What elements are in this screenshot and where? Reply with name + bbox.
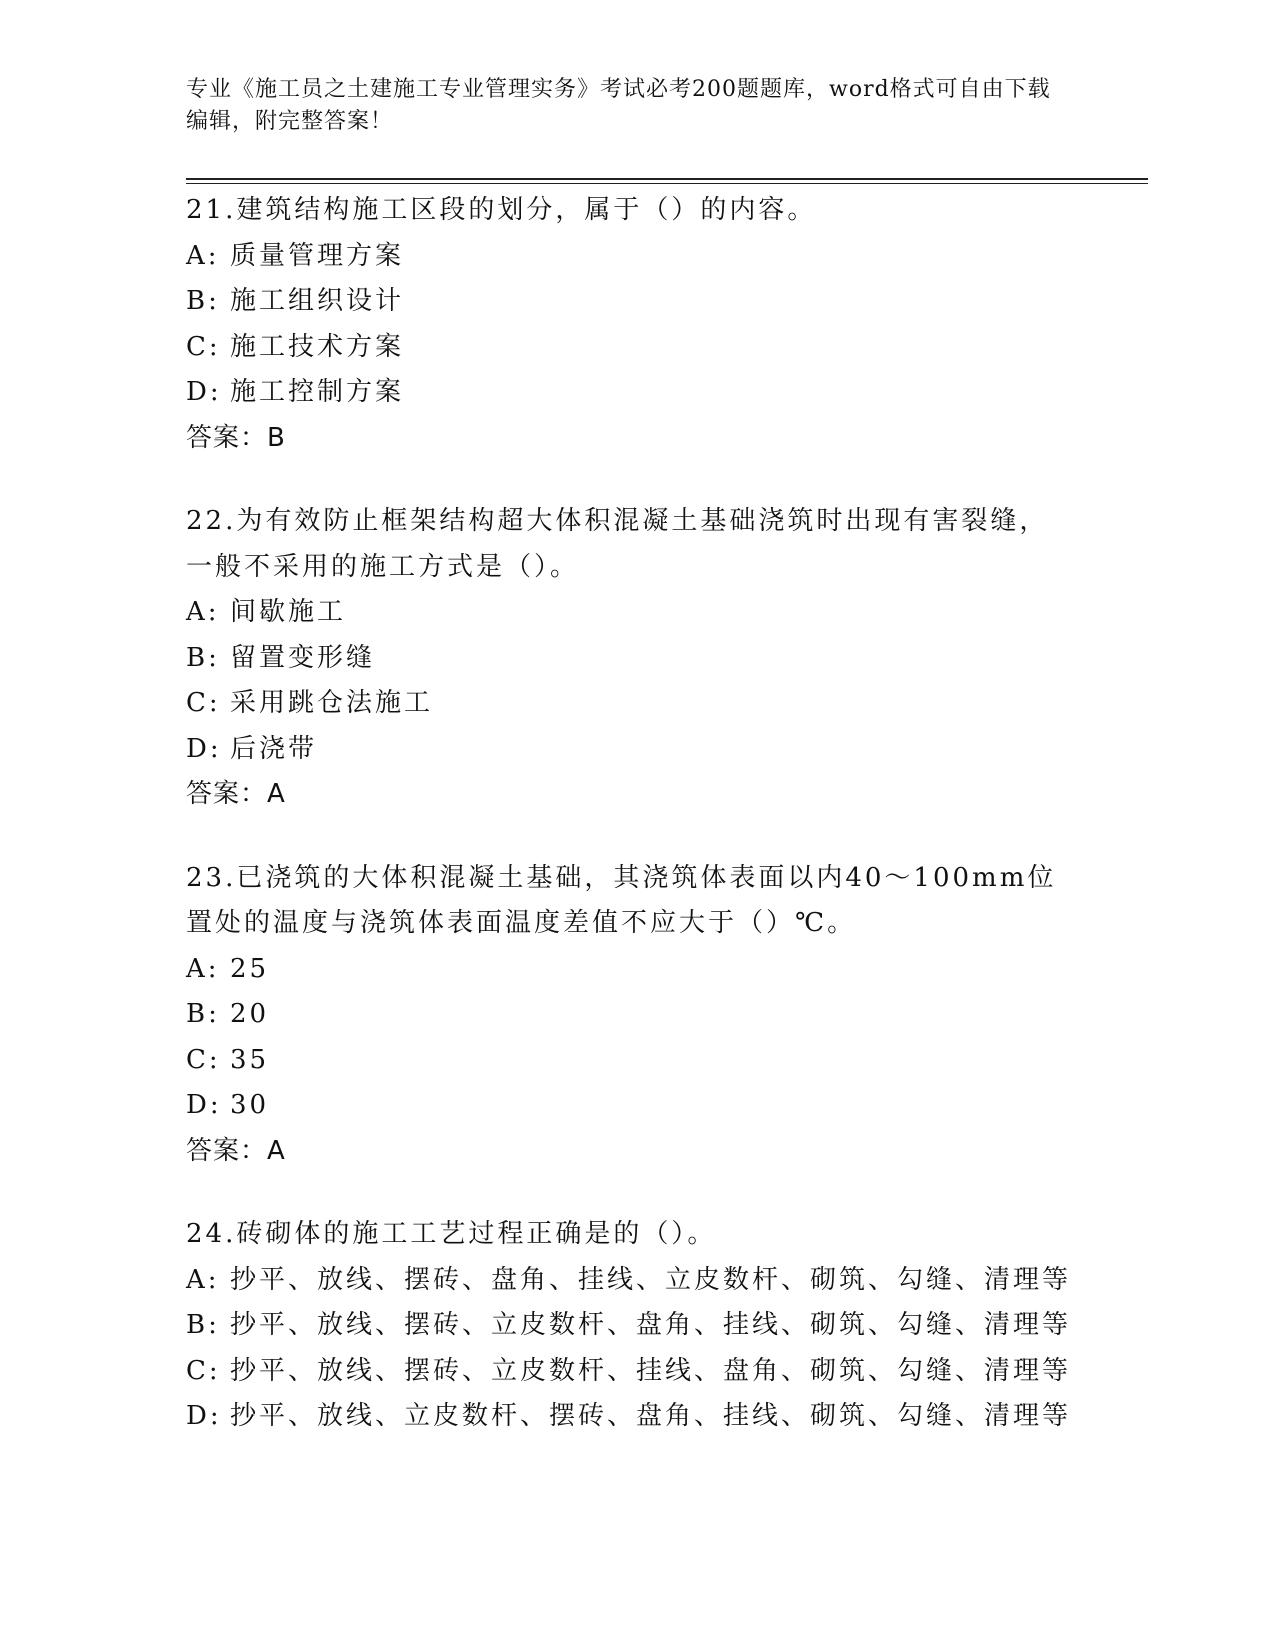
answer-line: 答案：A (186, 1135, 286, 1166)
option-key: A: (186, 240, 220, 271)
question-stem: 23.已浇筑的大体积混凝土基础，其浇筑体表面以内40～100mm位置处的温度与浇筑体表面温度差值不应大于（）℃。 (186, 862, 1057, 938)
option-b (186, 992, 1086, 1038)
option-text: 抄平、放线、摆砖、立皮数杆、挂线、盘角、砌筑、勾缝、清理等 (230, 1355, 1072, 1386)
option-text: 采用跳仓法施工 (230, 688, 434, 718)
option-a (186, 1258, 1086, 1304)
option-a (186, 234, 1086, 280)
option-text: 间歇施工 (230, 597, 347, 627)
option-key: A: (186, 597, 220, 627)
option-text: 抄平、放线、摆砖、盘角、挂线、立皮数杆、砌筑、勾缝、清理等 (230, 1264, 1072, 1295)
question-22 (186, 499, 1086, 818)
option-key: C: (186, 1044, 221, 1075)
option-text: 30 (230, 1090, 270, 1120)
question-24 (186, 1212, 1086, 1440)
option-c (186, 681, 1086, 727)
option-text: 抄平、放线、立皮数杆、摆砖、盘角、挂线、砌筑、勾缝、清理等 (230, 1401, 1072, 1431)
option-key: B: (186, 999, 220, 1029)
question-list (186, 188, 1086, 1478)
option-key: C: (186, 688, 221, 718)
answer-line: 答案：B (186, 422, 286, 453)
option-c (186, 325, 1086, 371)
option-text: 后浇带 (230, 733, 318, 764)
option-key: B: (186, 1310, 220, 1340)
option-c (186, 1349, 1086, 1395)
option-key: B: (186, 286, 220, 316)
option-b (186, 1303, 1086, 1349)
option-text: 施工技术方案 (230, 331, 405, 362)
question-21 (186, 188, 1086, 461)
option-text: 抄平、放线、摆砖、立皮数杆、盘角、挂线、砌筑、勾缝、清理等 (230, 1310, 1072, 1340)
option-a (186, 947, 1086, 993)
option-text: 质量管理方案 (230, 240, 405, 271)
option-a (186, 590, 1086, 636)
answer-line: 答案：A (186, 779, 286, 809)
option-text: 留置变形缝 (230, 642, 376, 673)
option-text: 施工控制方案 (230, 377, 405, 407)
option-c (186, 1038, 1086, 1084)
option-d (186, 370, 1086, 416)
option-key: D: (186, 1401, 222, 1431)
option-key: A: (186, 953, 220, 984)
question-stem: 22.为有效防止框架结构超大体积混凝土基础浇筑时出现有害裂缝，一般不采用的施工方式是（）。 (186, 506, 1049, 582)
question-stem: 24.砖砌体的施工工艺过程正确是的（）。 (186, 1219, 717, 1249)
option-d (186, 1083, 1086, 1129)
document-header: 专业《施工员之土建施工专业管理实务》考试必考200题题库，word格式可自由下载编辑，附完整答案！ (186, 77, 1051, 134)
option-d (186, 727, 1086, 773)
option-key: D: (186, 1090, 222, 1120)
option-key: C: (186, 1355, 221, 1386)
question-stem: 21.建筑结构施工区段的划分，属于（）的内容。 (186, 195, 817, 225)
option-d (186, 1394, 1086, 1440)
option-key: D: (186, 733, 222, 764)
option-b (186, 279, 1086, 325)
header-rule-thick (186, 178, 1148, 180)
option-key: B: (186, 642, 220, 673)
option-key: A: (186, 1264, 220, 1295)
option-b (186, 636, 1086, 682)
option-text: 25 (230, 953, 270, 984)
option-text: 施工组织设计 (230, 286, 405, 316)
option-key: C: (186, 331, 221, 362)
option-text: 35 (230, 1044, 270, 1075)
option-key: D: (186, 377, 222, 407)
option-text: 20 (230, 999, 270, 1029)
header-rule-thin (186, 183, 1148, 184)
question-23 (186, 856, 1086, 1175)
